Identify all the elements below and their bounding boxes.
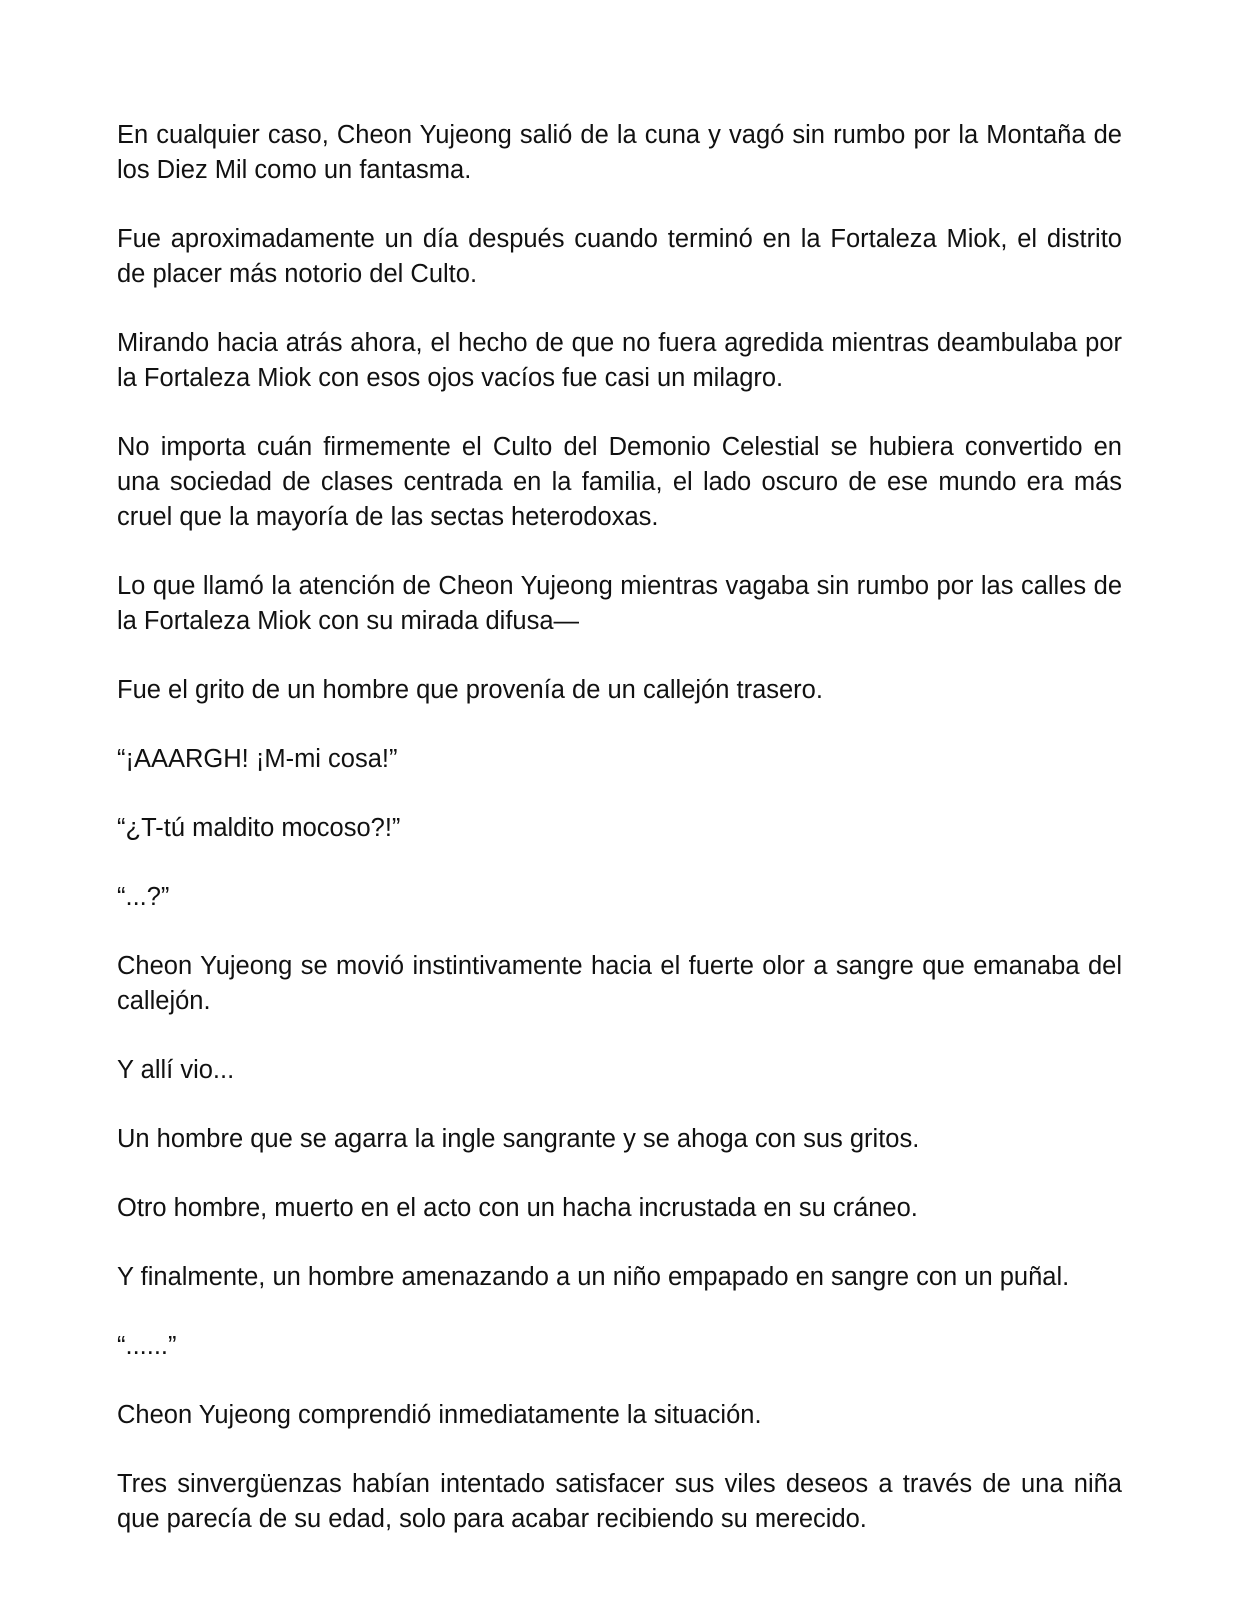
paragraph: Fue aproximadamente un día después cuando terminó en la Fortaleza Miok, el distrito de placer más notorio del Culto. <box>117 225 1122 288</box>
paragraph: Y finalmente, un hombre amenazando a un niño empapado en sangre con un puñal. <box>117 1263 1070 1291</box>
paragraph: Fue el grito de un hombre que provenía de un callejón trasero. <box>117 676 823 704</box>
dialogue-line: “......” <box>117 1332 177 1360</box>
paragraph: En cualquier caso, Cheon Yujeong salió de la cuna y vagó sin rumbo por la Montaña de los Diez Mil como un fantasma. <box>117 121 1122 184</box>
paragraph: Mirando hacia atrás ahora, el hecho de que no fuera agredida mientras deambulaba por la Fortaleza Miok con esos ojos vacíos fue casi un milagro. <box>117 329 1122 392</box>
paragraph: Cheon Yujeong comprendió inmediatamente la situación. <box>117 1401 762 1429</box>
paragraph: No importa cuán firmemente el Culto del Demonio Celestial se hubiera convertido en una sociedad de clases centrada en la familia, el lado oscuro de ese mundo era más cruel que la mayoría de las sectas heterodoxas. <box>117 433 1122 531</box>
paragraph: Tres sinvergüenzas habían intentado satisfacer sus viles deseos a través de una niña que parecía de su edad, solo para acabar recibiendo su merecido. <box>117 1470 1122 1533</box>
paragraph: Otro hombre, muerto en el acto con un hacha incrustada en su cráneo. <box>117 1194 918 1222</box>
paragraph: Un hombre que se agarra la ingle sangrante y se ahoga con sus gritos. <box>117 1125 920 1153</box>
paragraph: Cheon Yujeong se movió instintivamente hacia el fuerte olor a sangre que emanaba del callejón. <box>117 952 1122 1015</box>
document-page <box>117 118 1122 1537</box>
paragraph: Lo que llamó la atención de Cheon Yujeong mientras vagaba sin rumbo por las calles de la Fortaleza Miok con su mirada difusa— <box>117 572 1122 635</box>
paragraph: Y allí vio... <box>117 1056 235 1084</box>
dialogue-line: “¡AAARGH! ¡M-mi cosa!” <box>117 745 398 773</box>
dialogue-line: “...?” <box>117 883 170 911</box>
dialogue-line: “¿T-tú maldito mocoso?!” <box>117 814 401 842</box>
